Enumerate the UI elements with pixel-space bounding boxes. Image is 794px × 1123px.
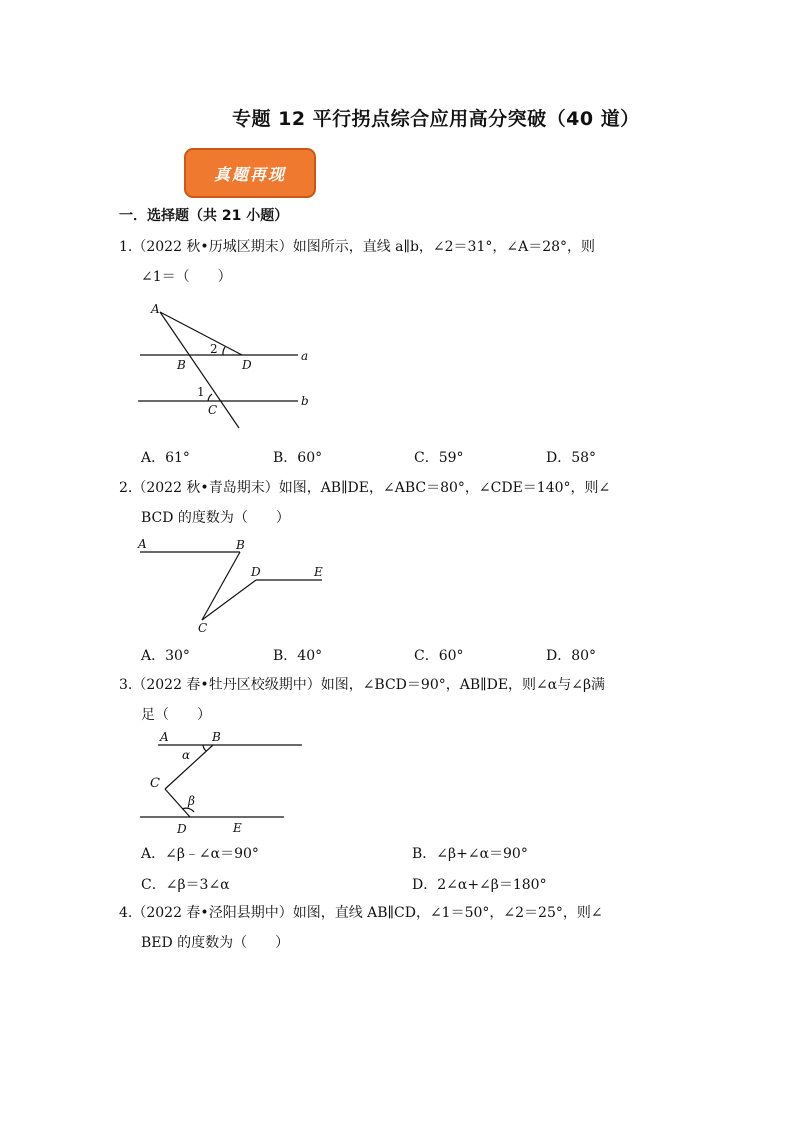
section-heading: 一．选择题（共 21 小题） [119, 208, 289, 224]
label-C: C [208, 403, 218, 417]
label-A: A [160, 730, 169, 744]
question-2 [119, 473, 679, 533]
question-3-text-line1: 3.（2022 春•牡丹区校级期中）如图，∠BCD＝90°，AB∥DE，则∠α与∠β满 [119, 677, 606, 693]
question-3-text-line2: 足（ ） [141, 707, 211, 723]
label-b: b [301, 394, 309, 408]
question-1-option-b: B．60° [273, 450, 323, 466]
label-A: A [151, 302, 160, 316]
label-angle-1: 1 [197, 385, 205, 399]
label-C: C [198, 621, 208, 635]
question-3 [119, 670, 679, 730]
question-4-text-line1: 4.（2022 春•泾阳县期中）如图，直线 AB∥CD，∠1＝50°，∠2＝25°，则∠ [119, 905, 603, 921]
question-1-text-line1: 1.（2022 秋•历城区期末）如图所示，直线 a∥b，∠2＝31°，∠A＝28°，则 [119, 239, 596, 255]
question-2-text-line1: 2.（2022 秋•青岛期末）如图，AB∥DE，∠ABC＝80°，∠CDE＝140°，则∠ [119, 480, 611, 496]
angle-2-arc [223, 347, 225, 355]
segment-CD [165, 789, 190, 817]
label-alpha: α [182, 748, 191, 762]
question-1-option-d: D．58° [546, 450, 597, 466]
label-B: B [236, 538, 245, 552]
label-A: A [138, 537, 147, 551]
question-2-option-b: B．40° [273, 648, 323, 664]
question-1-option-a: A．61° [141, 450, 190, 466]
angle-alpha-arc [203, 745, 206, 751]
label-angle-2: 2 [210, 342, 218, 356]
question-3-option-b: B．∠β+∠α＝90° [412, 846, 528, 862]
question-1-option-c: C．59° [414, 450, 464, 466]
question-3-option-d: D．2∠α+∠β＝180° [412, 877, 547, 893]
label-a: a [301, 349, 309, 363]
label-B: B [212, 730, 221, 744]
question-2-figure [130, 532, 330, 637]
question-2-option-a: A．30° [141, 648, 190, 664]
page-title: 专题 12 平行拐点综合应用高分突破（40 道） [232, 108, 640, 130]
question-1 [119, 232, 679, 292]
label-C: C [150, 776, 160, 791]
question-3-option-c: C．∠β＝3∠α [141, 877, 230, 893]
question-2-option-c: C．60° [414, 648, 464, 664]
question-2-option-d: D．80° [546, 648, 597, 664]
question-3-figure [130, 726, 315, 838]
question-1-text-line2: ∠1＝（ ） [141, 269, 232, 285]
segment-AD [160, 312, 242, 355]
question-1-figure [130, 298, 330, 433]
question-2-text-line2: BCD 的度数为（ ） [141, 510, 290, 526]
label-E: E [314, 565, 323, 579]
label-B: B [177, 358, 186, 372]
question-4-text-line2: BED 的度数为（ ） [141, 935, 290, 951]
transversal-AC [160, 312, 239, 428]
label-E: E [233, 821, 242, 835]
label-D: D [242, 358, 252, 372]
label-beta: β [188, 794, 195, 808]
section-badge [184, 148, 316, 198]
label-D: D [177, 822, 187, 836]
question-3-option-a: A．∠β﹣∠α＝90° [141, 846, 259, 862]
label-D: D [251, 565, 261, 579]
angle-1-arc [208, 394, 212, 401]
question-4 [119, 898, 679, 958]
segment-CD [202, 580, 256, 620]
badge-label: 真题再现 [213, 164, 286, 184]
segment-BC [202, 552, 240, 620]
